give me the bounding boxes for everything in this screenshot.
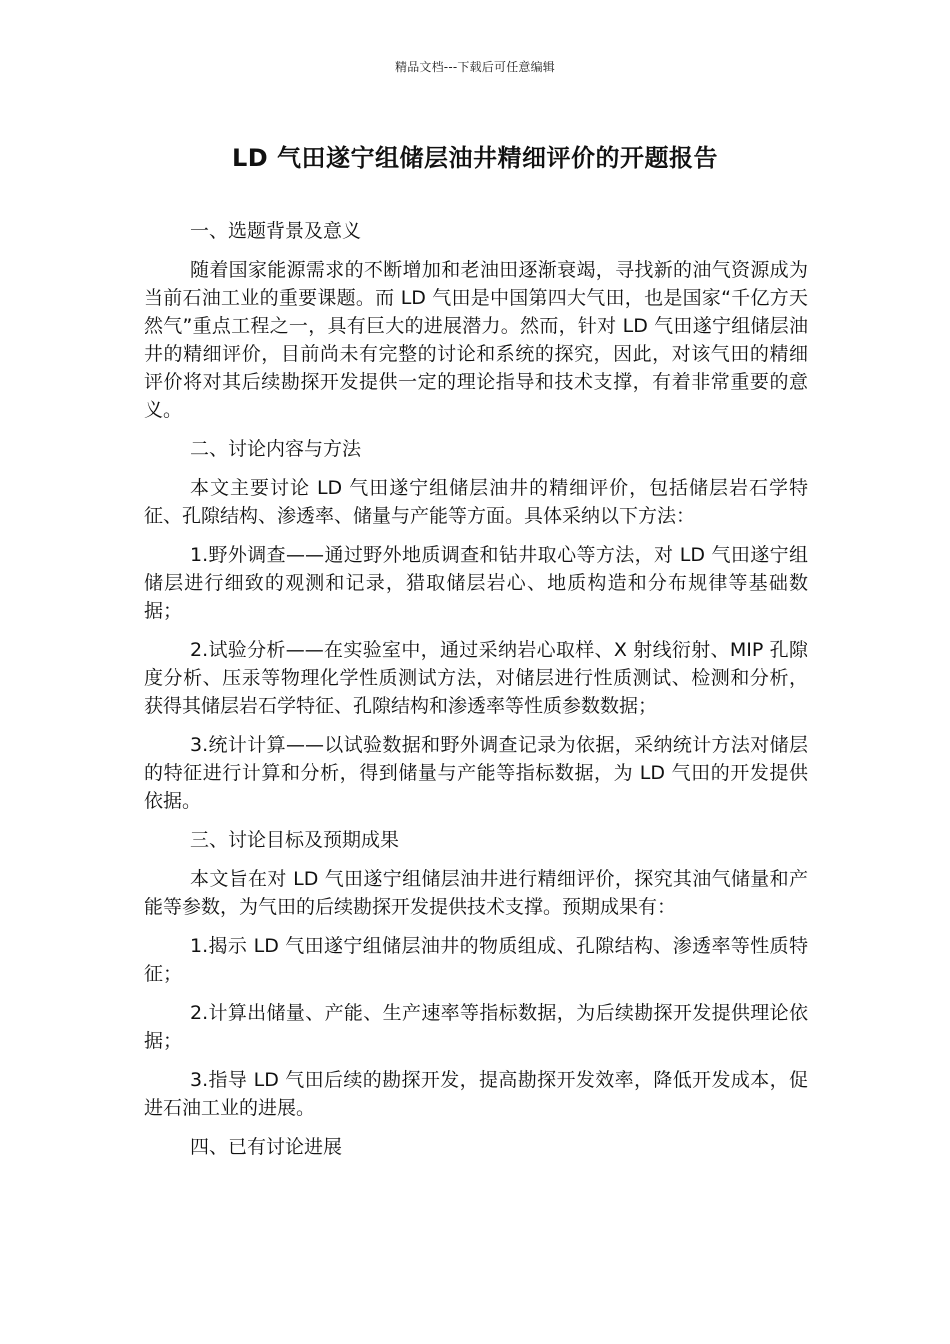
- paragraph-goals-intro: 本文旨在对 LD 气田遂宁组储层油井进行精细评价，探究其油气储量和产能等参数，为气田的后续勘探开发提供技术支撑。预期成果有：: [144, 868, 808, 918]
- paragraph-method-lab-analysis: 2.试验分析——在实验室中，通过采纳岩心取样、X 射线衍射、MIP 孔隙度分析、压汞等物理化学性质测试方法，对储层进行性质测试、检测和分析，获得其储层岩石学特征、孔隙结构和渗透率等性质参数数据；: [144, 639, 808, 717]
- paragraph-method-field-survey: 1.野外调查——通过野外地质调查和钻井取心等方法，对 LD 气田遂宁组储层进行细致的观测和记录，猎取储层岩心、地质构造和分布规律等基础数据；: [144, 544, 808, 622]
- paragraph-methods-intro: 本文主要讨论 LD 气田遂宁组储层油井的精细评价，包括储层岩石学特征、孔隙结构、渗透率、储量与产能等方面。具体采纳以下方法：: [144, 477, 808, 527]
- header-note: 精品文档---下载后可任意编辑: [395, 60, 555, 74]
- section-heading-progress: 四、已有讨论进展: [190, 1136, 343, 1158]
- paragraph-background: 随着国家能源需求的不断增加和老油田逐渐衰竭，寻找新的油气资源成为当前石油工业的重要课题。而 LD 气田是中国第四大气田，也是国家“千亿方天然气”重点工程之一，具有巨大的进展潜力。然而，针对 LD 气田遂宁组储层油井的精细评价，目前尚未有完整的讨论和系统的探究，因此，对该气田的精细评价将对其后续勘探开发提供一定的理论指导和技术支撑，有着非常重要的意义。: [144, 259, 808, 421]
- section-heading-background: 一、选题背景及意义: [190, 220, 362, 242]
- section-heading-methods: 二、讨论内容与方法: [190, 438, 362, 460]
- section-heading-goals: 三、讨论目标及预期成果: [190, 829, 400, 851]
- paragraph-goal-1: 1.揭示 LD 气田遂宁组储层油井的物质组成、孔隙结构、渗透率等性质特征；: [144, 935, 808, 985]
- document-title: LD 气田遂宁组储层油井精细评价的开题报告: [231, 144, 719, 172]
- paragraph-goal-2: 2.计算出储量、产能、生产速率等指标数据，为后续勘探开发提供理论依据；: [144, 1002, 808, 1052]
- document-body: [144, 217, 808, 1172]
- paragraph-goal-3: 3.指导 LD 气田后续的勘探开发，提高勘探开发效率，降低开发成本，促进石油工业的进展。: [144, 1069, 808, 1119]
- paragraph-method-statistics: 3.统计计算——以试验数据和野外调查记录为依据，采纳统计方法对储层的特征进行计算和分析，得到储量与产能等指标数据，为 LD 气田的开发提供依据。: [144, 734, 809, 812]
